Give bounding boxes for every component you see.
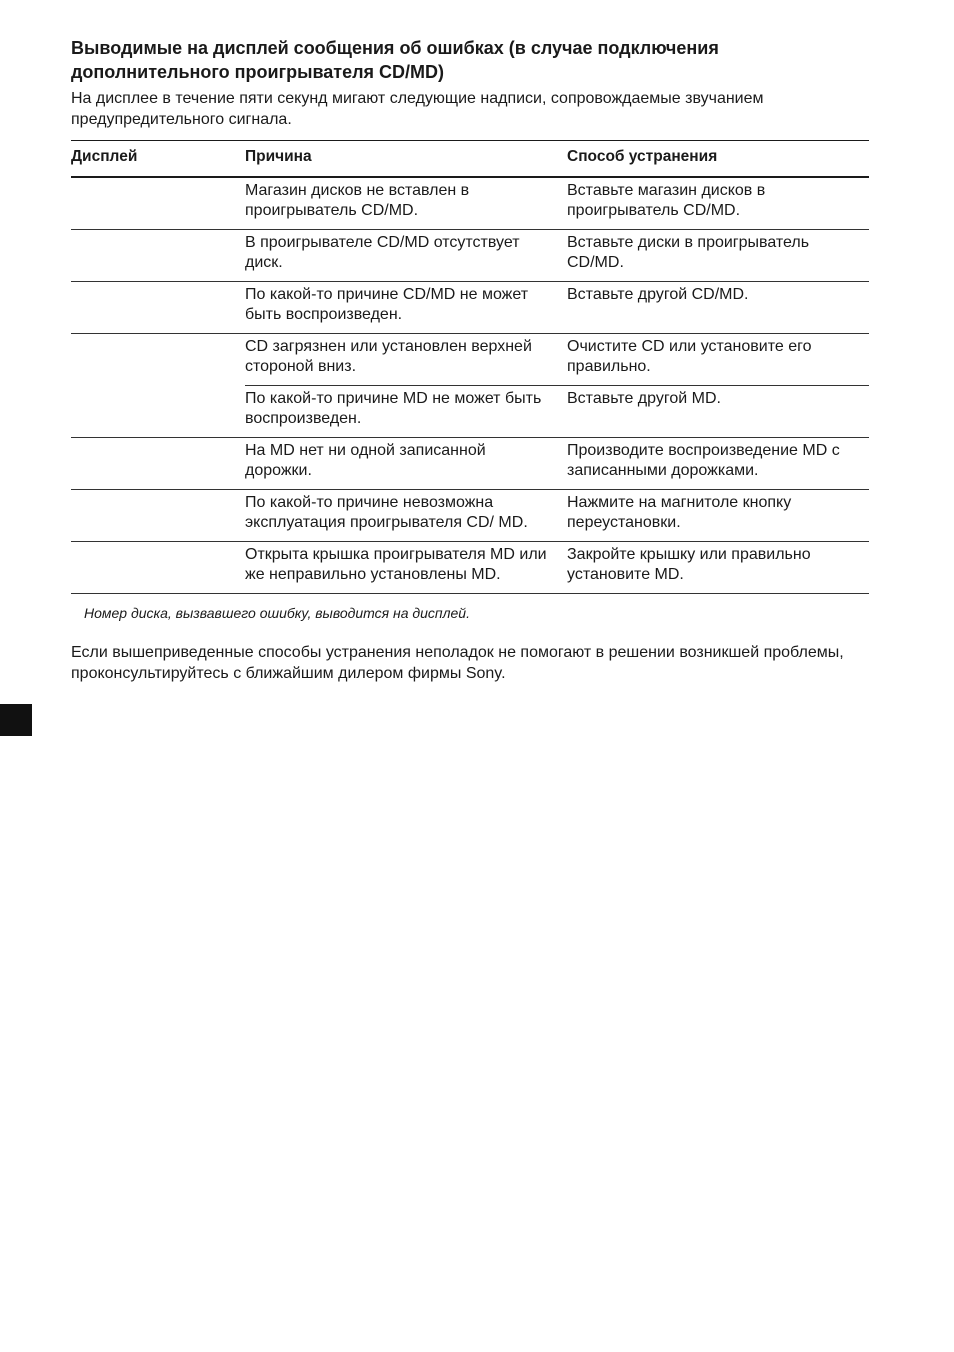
header-cause: Причина — [245, 141, 567, 177]
display-cell — [71, 333, 245, 385]
fix-cell: Вставьте другой MD. — [567, 385, 869, 437]
fix-cell: Очистите CD или установите его правильно. — [567, 333, 869, 385]
cause-cell: В проигрывателе CD/MD отсутствует диск. — [245, 229, 567, 281]
header-fix: Способ устранения — [567, 141, 869, 177]
fix-cell: Вставьте магазин дисков в проигрыватель CD/MD. — [567, 181, 766, 219]
fix-cell: Вставьте диски в проигрыватель CD/MD. — [567, 229, 869, 281]
fix-cell: Нажмите на магнитоле кнопку переустановки. — [567, 489, 869, 541]
fix-cell: Вставьте другой CD/MD. — [567, 281, 869, 333]
table-row — [71, 541, 869, 593]
fix-cell: Производите воспроизведение MD с записанными дорожками. — [567, 437, 869, 489]
cause-cell: На MD нет ни одной записанной дорожки. — [245, 437, 567, 489]
table-row — [71, 177, 869, 230]
table-footnote: Номер диска, вызвавшего ошибку, выводится на дисплей. — [84, 604, 470, 621]
fix-cell: Закройте крышку или правильно установите MD. — [567, 541, 869, 593]
cause-cell: Магазин дисков не вставлен в проигрыватель CD/MD. — [245, 181, 470, 219]
display-cell — [71, 489, 245, 541]
cause-cell: Открыта крышка проигрывателя MD или же неправильно установлены MD. — [245, 541, 567, 593]
cause-cell: По какой-то причине невозможна эксплуатация проигрывателя CD/ MD. — [245, 489, 567, 541]
table-row — [71, 229, 869, 281]
table-row — [71, 385, 869, 437]
table-row — [71, 281, 869, 333]
table-header-row — [71, 141, 869, 177]
table-row — [71, 333, 869, 385]
display-cell — [71, 385, 245, 437]
error-messages-table — [71, 140, 869, 594]
display-cell — [71, 437, 245, 489]
intro-paragraph: На дисплее в течение пяти секунд мигают следующие надписи, сопровождаемые звучанием предупредительного сигнала. — [71, 90, 764, 128]
header-display: Дисплей — [71, 141, 245, 177]
display-cell — [71, 541, 245, 593]
table-row — [71, 489, 869, 541]
cause-cell: По какой-то причине CD/MD не может быть воспроизведен. — [245, 281, 567, 333]
closing-paragraph: Если вышеприведенные способы устранения неполадок не помогают в решении возникшей проблемы, проконсультируйтесь с ближайшим дилером фирмы Sony. — [71, 643, 844, 682]
document-body — [71, 36, 869, 684]
page-edge-tab-marker — [0, 704, 32, 736]
cause-cell: По какой-то причине MD не может быть воспроизведен. — [245, 385, 567, 437]
section-heading: Выводимые на дисплей сообщения об ошибках (в случае подключения дополнительного проигрывателя CD/MD) — [71, 38, 719, 82]
display-cell — [71, 281, 245, 333]
cause-cell: CD загрязнен или установлен верхней стороной вниз. — [245, 333, 567, 385]
display-cell — [71, 177, 245, 230]
display-cell — [71, 229, 245, 281]
table-row — [71, 437, 869, 489]
